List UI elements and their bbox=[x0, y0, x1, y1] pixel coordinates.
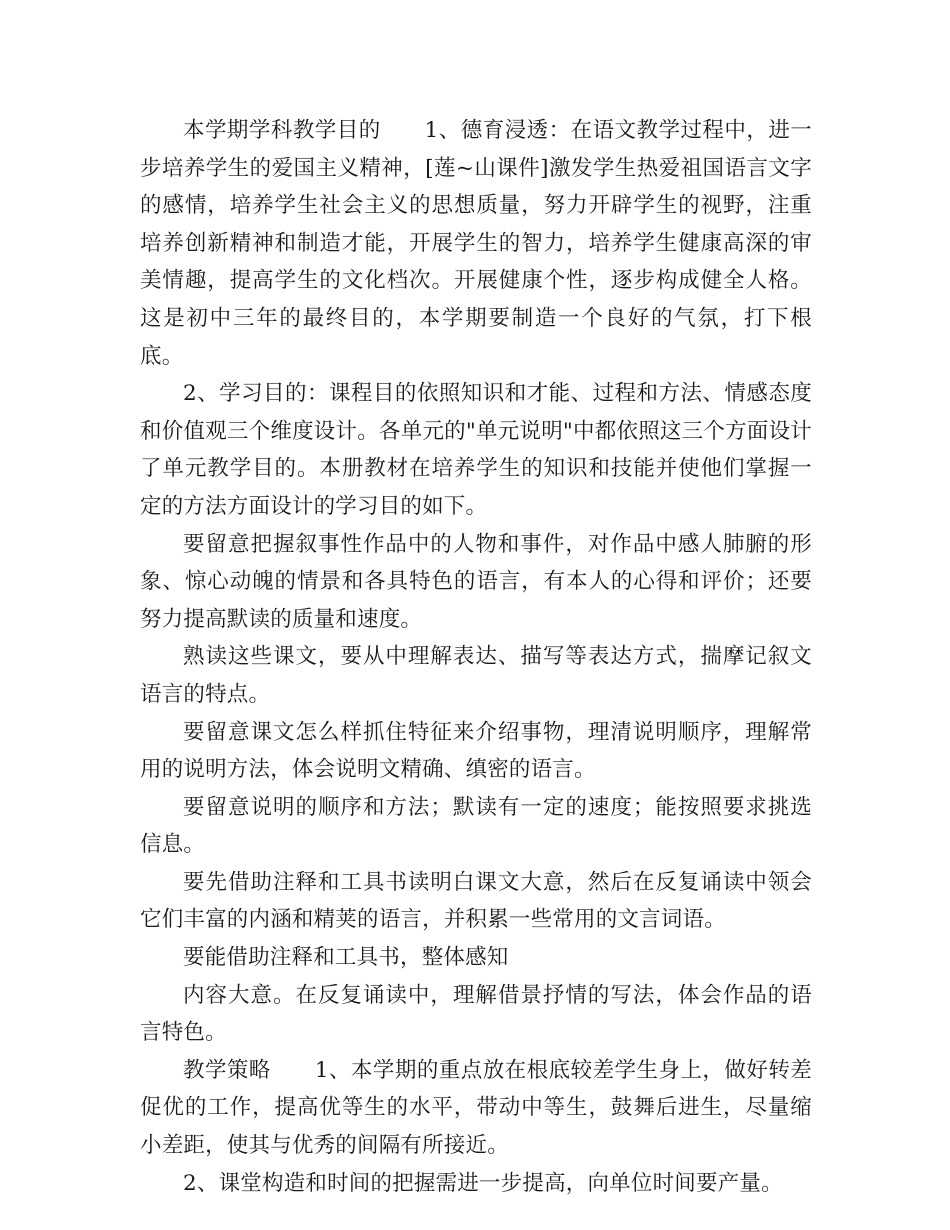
paragraph-text: 2、学习目的：课程目的依照知识和才能、过程和方法、情感态度和价值观三个维度设计。各单元的"单元说明"中都依照这三个方面设计了单元教学目的。本册教材在培养学生的知识和技能并使他们掌握一定的方法方面设计的学习目的如下。 bbox=[140, 381, 812, 519]
paragraph-expository-features bbox=[140, 714, 812, 789]
paragraph-text: 要留意课文怎么样抓住特征来介绍事物，理清说明顺序，理解常用的说明方法，体会说明文精确、缜密的语言。 bbox=[140, 719, 812, 783]
paragraph-recitation bbox=[140, 638, 812, 713]
section-heading-teaching-goals: 本学期学科教学目的 bbox=[183, 118, 381, 143]
paragraph-text: 要能借助注释和工具书，整体感知 bbox=[183, 945, 509, 971]
heading-gap bbox=[381, 118, 425, 143]
paragraph-text: 1、本学期的重点放在根底较差学生身上，做好转差促优的工作，提高优等生的水平，带动中等生，鼓舞后进生，尽量缩小差距，使其与优秀的间隔有所接近。 bbox=[140, 1057, 812, 1159]
document-body bbox=[140, 112, 812, 1202]
paragraph-learning-goals bbox=[140, 375, 812, 525]
paragraph-text: 熟读这些课文，要从中理解表达、描写等表达方式，揣摩记叙文语言的特点。 bbox=[140, 644, 812, 707]
paragraph-text: 1、德育浸透：在语文教学过程中，进一步培养学生的爱国主义精神，[莲~山课件]激发学生热爱祖国语言文字的感情，培养学生社会主义的思想质量，努力开辟学生的视野，注重培养创新精神和制造才能，开展学生的智力，培养学生健康高深的审美情趣，提高学生的文化档次。开展健康个性，逐步构成健全人格。这是初中三年的最终目的，本学期要制造一个良好的气氛，打下根底。 bbox=[140, 118, 812, 369]
paragraph-text: 内容大意。在反复诵读中，理解借景抒情的写法，体会作品的语言特色。 bbox=[140, 982, 812, 1046]
heading-gap bbox=[271, 1058, 315, 1083]
paragraph-teaching-goals bbox=[140, 112, 812, 375]
paragraph-classroom-structure bbox=[140, 1165, 812, 1203]
paragraph-teaching-strategy bbox=[140, 1052, 812, 1165]
paragraph-classical-chinese bbox=[140, 864, 812, 939]
paragraph-expository-order bbox=[140, 789, 812, 864]
paragraph-text: 2、课堂构造和时间的把握需进一步提高，向单位时间要产量。 bbox=[183, 1170, 783, 1196]
section-heading-teaching-strategy: 教学策略 bbox=[183, 1057, 271, 1083]
paragraph-content-summary bbox=[140, 977, 812, 1052]
paragraph-annotation-aid bbox=[140, 939, 812, 977]
paragraph-text: 要留意把握叙事性作品中的人物和事件，对作品中感人肺腑的形象、惊心动魄的情景和各具特色的语言，有本人的心得和评价；还要努力提高默读的质量和速度。 bbox=[140, 531, 812, 632]
paragraph-text: 要留意说明的顺序和方法；默读有一定的速度；能按照要求挑选信息。 bbox=[140, 794, 812, 858]
paragraph-narrative-works bbox=[140, 526, 812, 639]
paragraph-text: 要先借助注释和工具书读明白课文大意，然后在反复诵读中领会它们丰富的内涵和精荚的语言，并积累一些常用的文言词语。 bbox=[140, 869, 812, 933]
